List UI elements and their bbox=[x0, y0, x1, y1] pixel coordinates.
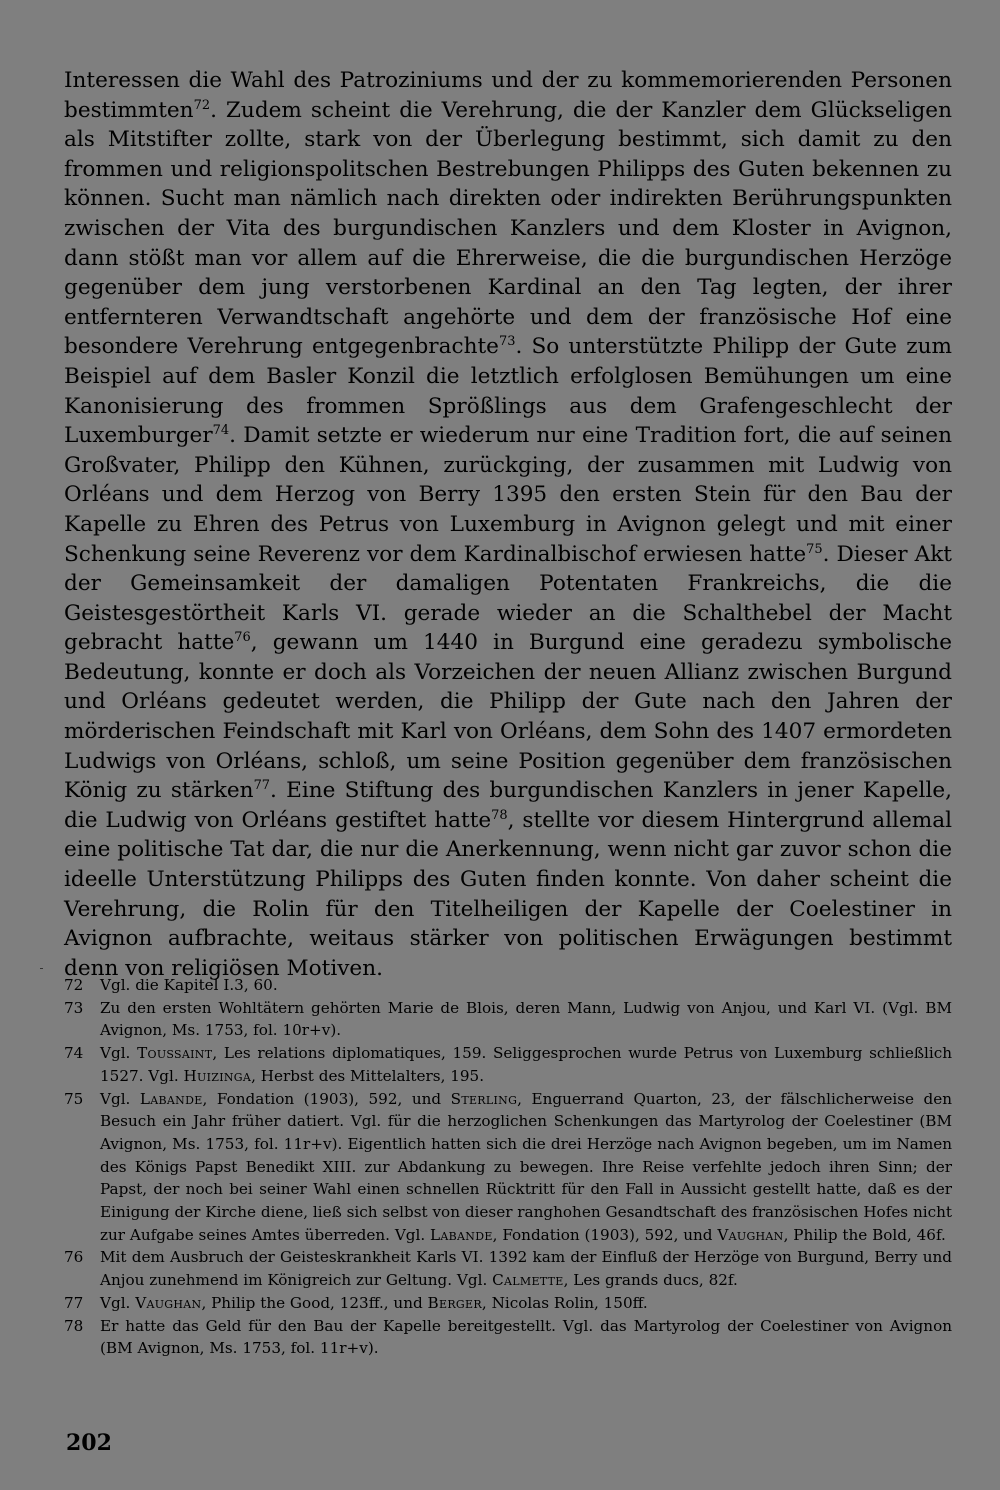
footnote-76 bbox=[64, 1246, 952, 1291]
footnote-segment: Vgl. die Kapitel I.3, 60. bbox=[100, 976, 278, 994]
footnote-segment: , Nicolas Rolin, 150ff. bbox=[481, 1293, 648, 1312]
footnote-72 bbox=[64, 974, 952, 997]
footnote-number: 78 bbox=[64, 1316, 84, 1335]
footnote-segment: Zu den ersten Wohltätern gehörten Marie de Blois, deren Mann, Ludwig von Anjou, und Karl VI. (Vgl. BM Avignon, Ms. 1753, fol. 10r+v). bbox=[100, 998, 952, 1040]
author-name: Vaughan bbox=[717, 1225, 784, 1244]
body-text-segment: . Dieser Akt der Gemeinsamkeit der damaligen Potentaten Frankreichs, die die Geistesgestörtheit Karls VI. gerade wieder an die Schalthebel der Macht gebracht hatte bbox=[64, 541, 952, 656]
author-name: Sterling bbox=[450, 1089, 518, 1108]
footnote-ref-72[interactable]: 72 bbox=[193, 97, 211, 113]
author-name: Calmette bbox=[492, 1271, 564, 1290]
footnote-segment: Mit dem Ausbruch der Geisteskrankheit Karls VI. 1392 kam der Einfluß der Herzöge von Burgund, Berry und Anjou zunehmend im Königreich zur Geltung. Vgl. bbox=[100, 1248, 952, 1290]
author-name: Labande bbox=[430, 1225, 493, 1244]
footnote-ref-76[interactable]: 76 bbox=[234, 630, 251, 646]
footnote-number: 75 bbox=[64, 1089, 84, 1108]
footnote-segment: Er hatte das Geld für den Bau der Kapelle bereitgestellt. Vgl. das Martyrolog der Coelestiner von Avignon (BM Avignon, Ms. 1753, fol. 11r+v). bbox=[100, 1316, 952, 1358]
page-number: 202 bbox=[66, 1430, 112, 1456]
footnote-77 bbox=[64, 1292, 952, 1315]
footnote-text bbox=[100, 1042, 952, 1087]
footnote-73 bbox=[64, 997, 952, 1042]
footnote-75 bbox=[64, 1088, 952, 1247]
footnote-segment: , Fondation (1903), 592, und bbox=[492, 1225, 718, 1244]
footnote-separator bbox=[40, 968, 43, 969]
footnote-text bbox=[100, 997, 952, 1042]
body-text-segment: . So unterstützte Philipp der Gute zum Beispiel auf dem Basler Konzil die letztlich erfolglosen Bemühungen um eine Kanonisierung des frommen Sprößlings aus dem Grafengeschlecht der Luxemburger bbox=[64, 334, 952, 449]
footnote-segment: Vgl. bbox=[100, 1089, 140, 1108]
footnote-ref-73[interactable]: 73 bbox=[498, 334, 516, 350]
footnote-segment: , Philip the Bold, 46f. bbox=[783, 1225, 946, 1244]
footnote-number: 77 bbox=[64, 1293, 84, 1312]
body-text-segment: , gewann um 1440 in Burgund eine geradezu symbolische Bedeutung, konnte er doch als Vorzeichen der neuen Allianz zwischen Burgund und Orléans gedeutet werden, die Philipp der Gute nach den Jahren der mörderischen Feindschaft mit Karl von Orléans, dem Sohn des 1407 ermordeten Ludwigs von Orléans, schloß, um seine Position gegenüber dem französischen König zu stärken bbox=[64, 630, 952, 804]
body-text-segment: Interessen die Wahl des Patroziniums und der zu kommemorierenden Personen bestimmten bbox=[64, 68, 952, 123]
footnote-text bbox=[100, 1315, 952, 1360]
author-name: Huizinga bbox=[183, 1066, 252, 1085]
footnote-segment: , Enguerrand Quarton, 23, der fälschlicherweise den Besuch ein Jahr früher datiert. Vgl. für die herzoglichen Schenkungen das Martyrolog der Coelestiner (BM Avignon, Ms. 1753, fol. 11r+v). Eigentlich hatten sich die drei Herzöge nach Avignon begeben, um im Namen des Königs Papst Benedikt XIII. zur Abdankung zu bewegen. Ihre Reise verfehlte jedoch ihren Sinn; der Papst, der noch bei seiner Wahl einen schnellen Rücktritt für den Fall in Aussicht gestellt hatte, daß es der Einigung der Kirche diene, ließ sich selbst von dieser ranghohen Gesandtschaft des französischen Hofes nicht zur Aufgabe seines Amtes überreden. Vgl. bbox=[100, 1089, 952, 1244]
footnote-segment: Vgl. bbox=[100, 1293, 136, 1312]
footnote-segment: Vgl. bbox=[100, 1044, 138, 1063]
footnote-ref-74[interactable]: 74 bbox=[212, 422, 230, 438]
body-paragraph bbox=[64, 66, 952, 983]
footnote-number: 73 bbox=[64, 998, 84, 1017]
footnote-78 bbox=[64, 1315, 952, 1360]
footnote-number: 72 bbox=[64, 976, 84, 994]
footnote-segment: , Fondation (1903), 592, und bbox=[202, 1089, 451, 1108]
author-name: Toussaint bbox=[137, 1044, 213, 1063]
body-text-segment: , stellte vor diesem Hintergrund allemal eine politische Tat dar, die nur die Anerkennung, wenn nicht gar zuvor schon die ideelle Unterstützung Philipps des Guten finden konnte. Von daher scheint die Verehrung, die Rolin für den Titelheiligen der Kapelle der Coelestiner in Avignon aufbrachte, weitaus stärker von politischen Erwägungen bestimmt denn von religiösen Motiven. bbox=[64, 807, 952, 981]
footnotes-section bbox=[64, 974, 952, 1360]
footnote-segment: , Les grands ducs, 82f. bbox=[563, 1271, 738, 1290]
footnote-text bbox=[100, 1292, 952, 1315]
footnote-number: 76 bbox=[64, 1248, 84, 1267]
author-name: Vaughan bbox=[135, 1293, 202, 1312]
author-name: Berger bbox=[427, 1293, 482, 1312]
footnote-segment: , Les relations diplomatiques, 159. Seliggesprochen wurde Petrus von Luxemburg schließlich 1527. Vgl. bbox=[100, 1044, 952, 1085]
footnote-74 bbox=[64, 1042, 952, 1087]
footnote-text bbox=[100, 1088, 952, 1247]
body-text-segment: . Eine Stiftung des burgundischen Kanzlers in jener Kapelle, die Ludwig von Orléans gestiftet hatte bbox=[64, 778, 952, 833]
footnote-ref-77[interactable]: 77 bbox=[253, 778, 271, 794]
footnote-segment: , Herbst des Mittelalters, 195. bbox=[251, 1066, 485, 1085]
footnote-text bbox=[100, 1246, 952, 1291]
author-name: Labande bbox=[139, 1089, 203, 1108]
footnote-number: 74 bbox=[64, 1044, 84, 1063]
footnote-text bbox=[100, 974, 952, 997]
footnote-segment: , Philip the Good, 123ff., und bbox=[201, 1293, 428, 1312]
body-text-segment: . Damit setzte er wiederum nur eine Tradition fort, die auf seinen Großvater, Philipp den Kühnen, zurückging, der zusammen mit Ludwig von Orléans und dem Herzog von Berry 1395 den ersten Stein für den Bau der Kapelle zu Ehren des Petrus von Luxemburg in Avignon gelegt und mit einer Schenkung seine Reverenz vor dem Kardinalbischof erwiesen hatte bbox=[64, 423, 952, 567]
footnote-ref-75[interactable]: 75 bbox=[806, 541, 823, 557]
main-text-block bbox=[64, 66, 952, 983]
footnote-ref-78[interactable]: 78 bbox=[491, 807, 508, 823]
body-text-segment: . Zudem scheint die Verehrung, die der Kanzler dem Glückseligen als Mitstifter zollte, stark von der Überlegung bestimmt, sich damit zu den frommen und religionspolitschen Bestrebungen Philipps des Guten bekennen zu können. Sucht man nämlich nach direkten oder indirekten Berührungspunkten zwischen der Vita des burgundischen Kanzlers und dem Kloster in Avignon, dann stößt man vor allem auf die Ehrerweise, die die burgundischen Herzöge gegenüber dem jung verstorbenen Kardinal an den Tag legten, der ihrer entfernteren Verwandtschaft angehörte und dem der französische Hof eine besondere Verehrung entgegenbrachte bbox=[64, 97, 952, 360]
